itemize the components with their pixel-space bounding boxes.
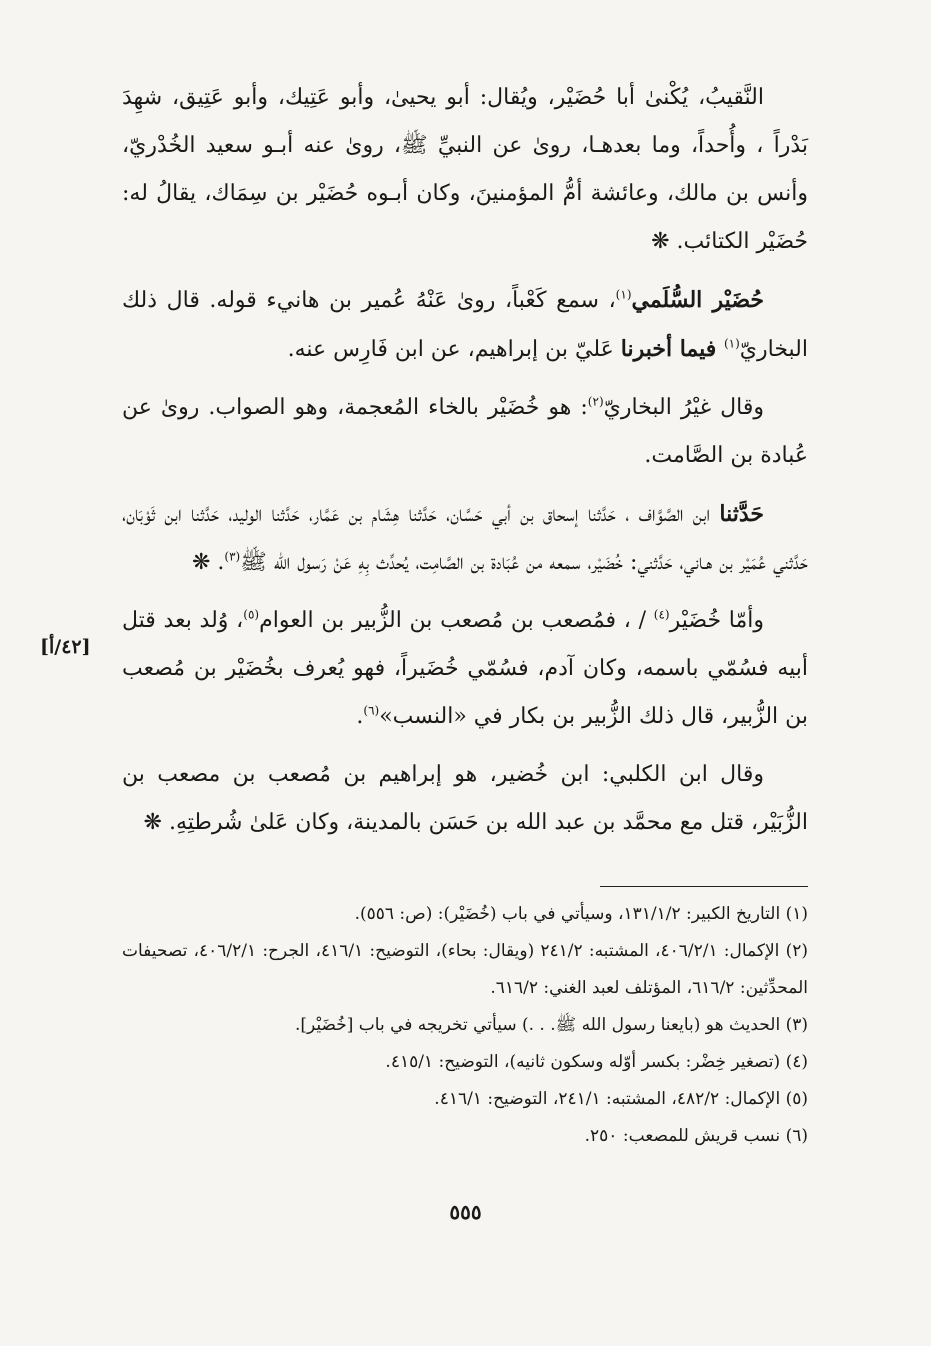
text-run: : هو خُضَيْر بالخاء المُعجمة، وهو الصواب. روىٰ عن عُبادة بن الصَّامت.	[122, 395, 808, 468]
text-run: .	[356, 704, 364, 729]
footnote-number: (١)	[785, 904, 808, 924]
footnote-text: الإكمال: ٤٨٢/٢، المشتبه: ٢٤١/١، التوضيح: ٤١٦/١.	[434, 1089, 786, 1109]
paragraph	[122, 384, 808, 480]
footnote-text: التاريخ الكبير: ١٣١/١/٢، وسيأتي في باب (خُضَيْر): (ص: ٥٥٦).	[354, 904, 786, 924]
text-run: ، سمع كَعْباً، روىٰ عَنْهُ عُمير بن هانيء قوله. قال ذلك البخاريّ	[122, 288, 808, 362]
margin-folio-reference: [٤٢/أ]	[40, 636, 91, 658]
paragraph	[122, 74, 808, 266]
footnote-separator	[600, 886, 808, 887]
footnote-text: الحديث هو (بايعنا رسول الله ﷺ. . .) سيأتي تخريجه في باب [خُضَيْر].	[294, 1015, 786, 1035]
footnote-ref: (١)	[723, 336, 740, 351]
page-number: ٥٥٥	[449, 1200, 482, 1224]
footnote-number: (٢)	[785, 941, 808, 961]
text-run: وأمّا خُضَيْر	[669, 608, 764, 633]
footnote-number: (٦)	[785, 1126, 808, 1146]
paragraph	[122, 597, 808, 741]
footnote-number: (٤)	[785, 1052, 808, 1072]
bold-text: فيما أخبرنا	[620, 336, 724, 362]
text-run: / ، فمُصعب بن مُصعب بن الزُّبير بن العوام	[259, 608, 654, 633]
footnote	[122, 933, 808, 1007]
footnote	[122, 1081, 808, 1118]
text-run: وقال ابن الكلبي: ابن خُضير، هو إبراهيم بن مُصعب بن مصعب بن الزُّبَيْر، قتل مع محمَّد بن عبد الله بن حَسَن بالمدينة، وكان عَلىٰ شُرطتِهِ. ❋	[122, 762, 808, 835]
footnote	[122, 1118, 808, 1155]
footnote	[122, 1007, 808, 1044]
footnote-ref: (١)	[615, 287, 632, 302]
footnote-ref: (٤)	[653, 607, 670, 622]
main-text	[122, 74, 808, 847]
footnote	[122, 896, 808, 933]
text-run: عَليّ بن إبراهيم، عن ابن فَارِس عنه.	[287, 337, 621, 362]
footnote-number: (٣)	[785, 1015, 808, 1035]
text-run: النَّقيبُ، يُكْنىٰ أبا حُضَيْر، ويُقال: أبو يحيىٰ، وأبو عَتِيك، وأبو عَتِيق، شهِدَ بَدْراً ، وأُحداً، وما بعدهـا، روىٰ عن النبيِّ ﷺ، روىٰ عنه أبـو سعيد الخُدْريّ، وأنس بن مالك، وعائشة أمُّ المؤمنينَ، وكان أبـوه حُضَيْر بن سِمَاك، يقالُ له: حُضَيْر الكتائب. ❋	[122, 85, 808, 254]
paragraph	[122, 751, 808, 847]
footnote-text: الإكمال: ٤٠٦/٢/١، المشتبه: ٢٤١/٢ (ويقال: بحاء)، التوضيح: ٤١٦/١، الجرح: ٤٠٦/٢/١، تصحيفات المحدِّثين: ٦١٦/٢، المؤتلف لعبد الغني: ٦١٦/٢.	[122, 941, 808, 998]
bold-text: حَدَّثنا	[719, 501, 764, 527]
paragraph	[122, 276, 808, 374]
footnote-text: (تصغير خِضْر: بكسر أوّله وسكون ثانيه)، التوضيح: ٤١٥/١.	[385, 1052, 786, 1072]
footnote-number: (٥)	[785, 1089, 808, 1109]
bold-text: حُضَيْر السُّلَمي	[631, 287, 764, 313]
text-run: . ❋	[191, 550, 225, 575]
footnote-ref: (٦)	[363, 703, 380, 718]
footnote	[122, 1044, 808, 1081]
footnote-ref: (٥)	[243, 607, 260, 622]
text-run: ابن الصَّوَّاف ، حَدَّثنا إسحاق بن أبي حَسَّان، حَدَّثنا هِشَام بن عَمَّار، حَدَّثنا الوليد، حَدَّثنا ابن ثَوْبَان، حَدَّثني عُمَيْر بن هـاني، حَدَّثني: خُضَيْر، سمعه من عُبَادة بن الصَّامِت، يُحدِّث بِهِ عَنْ رَسول الله ﷺ	[122, 502, 808, 575]
footnote-ref: (٣)	[224, 549, 241, 564]
text-run: ، وُلد بعد قتل أبيه فسُمّي باسمه، وكان آدم، فسُمّي خُضَيراً، فهو يُعرف بخُضَيْر بن مُصعب بن الزُّبير، قال ذلك الزُّبير بن بكار في «النسب»	[122, 608, 808, 729]
paragraph	[122, 490, 808, 587]
footnote-ref: (٢)	[587, 394, 604, 409]
footnotes	[122, 896, 808, 1155]
text-run: وقال غيْرُ البخاريّ	[603, 395, 764, 420]
footnote-text: نسب قريش للمصعب: ٢٥٠.	[584, 1126, 786, 1146]
